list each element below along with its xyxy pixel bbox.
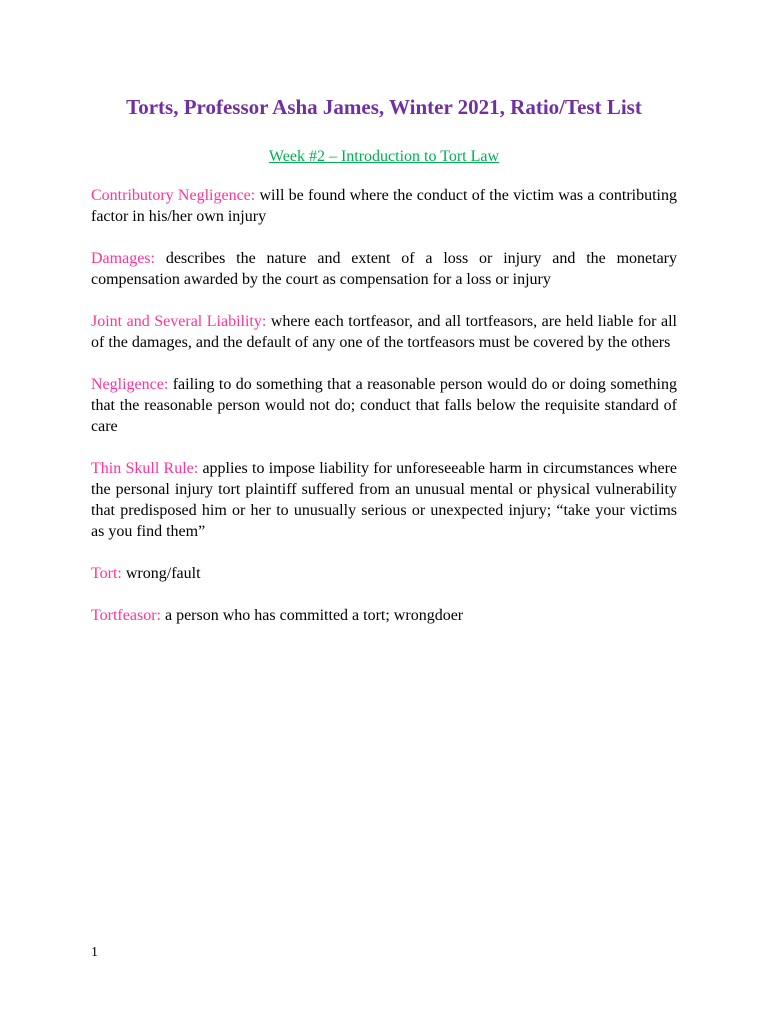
page-number: 1	[91, 945, 98, 960]
definition-term: Thin Skull Rule:	[91, 460, 199, 477]
definition-text: where each tortfeasor, and all tortfeasors, are held liable for all of the damages, and the default of any one of the tortfeasors must be covered by the others	[91, 313, 677, 351]
definition-text: wrong/fault	[121, 565, 201, 582]
document-title: Torts, Professor Asha James, Winter 2021, Ratio/Test List	[126, 95, 642, 119]
definition-tortfeasor	[91, 605, 677, 626]
definition-tort	[91, 563, 677, 584]
week-heading: Week #2 – Introduction to Tort Law	[268, 148, 500, 165]
definition-text: applies to impose liability for unforeseeable harm in circumstances where the personal injury tort plaintiff suffered from an unusual mental or physical vulnerability that predisposed him or her to unusually serious or unexpected injury; “take your victims as you find them”	[91, 460, 678, 540]
definition-term: Contributory Negligence:	[91, 187, 256, 204]
definition-negligence	[91, 374, 677, 437]
definition-term: Joint and Several Liability:	[91, 313, 267, 330]
definition-text: a person who has committed a tort; wrongdoer	[160, 607, 464, 624]
definition-term: Negligence:	[91, 376, 169, 393]
definition-joint-and-several-liability	[91, 311, 677, 353]
definition-contributory-negligence	[91, 185, 677, 227]
definition-term: Tortfeasor:	[91, 607, 161, 624]
definition-text: describes the nature and extent of a loss or injury and the monetary compensation awarded by the court as compensation for a loss or injury	[91, 250, 677, 288]
definition-damages	[91, 248, 677, 290]
definition-text: will be found where the conduct of the victim was a contributing factor in his/her own injury	[91, 187, 677, 225]
definition-term: Damages:	[91, 250, 155, 267]
definition-list	[91, 185, 677, 626]
definition-term: Tort:	[91, 565, 122, 582]
definition-text: failing to do something that a reasonable person would do or doing something that the reasonable person would not do; conduct that falls below the requisite standard of care	[91, 376, 677, 435]
definition-thin-skull-rule	[91, 458, 677, 542]
